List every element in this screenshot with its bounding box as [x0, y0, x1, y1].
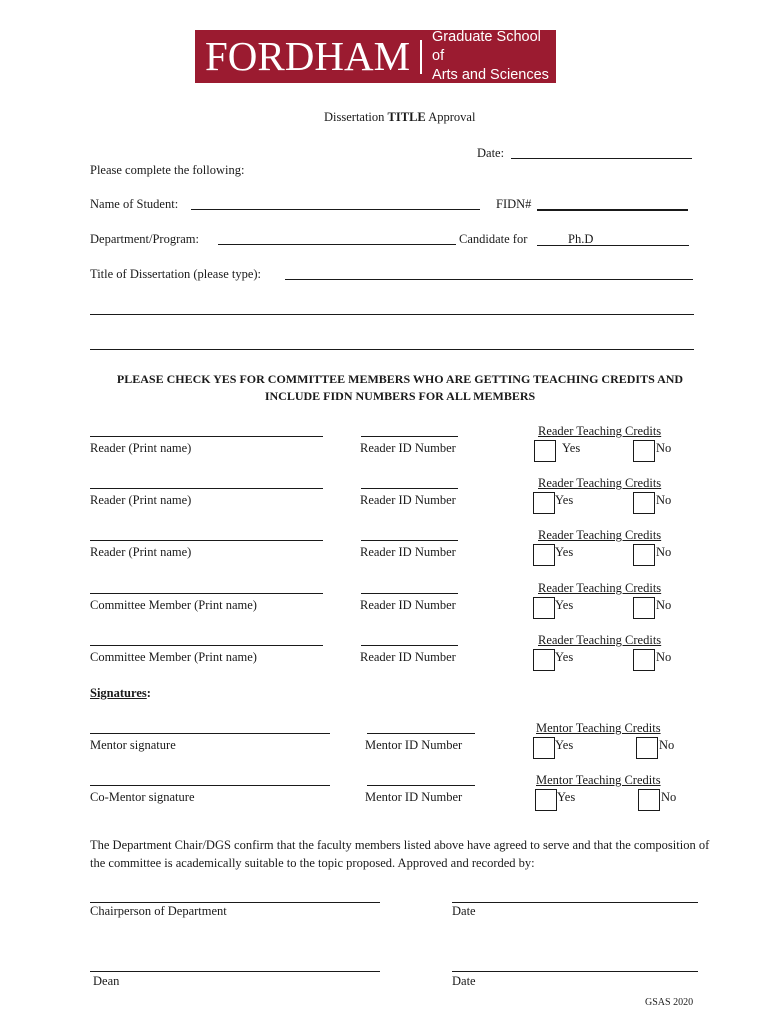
mentor-id-label: Mentor ID Number: [365, 738, 463, 752]
yes-label: Yes: [562, 441, 581, 455]
teaching-credits-yes-checkbox[interactable]: [533, 649, 555, 671]
teaching-credits-yes-checkbox[interactable]: [533, 544, 555, 566]
teaching-credits-yes-checkbox[interactable]: [535, 789, 557, 811]
yes-label: Yes: [555, 545, 574, 559]
yes-label: Yes: [555, 598, 574, 612]
department-field[interactable]: [218, 244, 456, 245]
form-title-bold: TITLE: [387, 110, 426, 124]
instructions-text: Please complete the following:: [90, 163, 245, 177]
mentor-signature-label: Mentor signature: [90, 738, 176, 752]
reader-id-field[interactable]: [361, 488, 458, 489]
reader-id-label: Reader ID Number: [360, 493, 456, 507]
reader-name-label: Reader (Print name): [90, 493, 192, 507]
committee-member-name-label: Committee Member (Print name): [90, 598, 257, 612]
committee-heading: [0, 371, 770, 405]
reader-teaching-credits-label: Reader Teaching Credits: [538, 581, 662, 595]
student-name-label: Name of Student:: [90, 197, 179, 211]
no-label: No: [661, 790, 677, 804]
reader-name-field[interactable]: [90, 436, 323, 437]
form-title: [324, 110, 475, 125]
logo-school-name: [432, 28, 556, 85]
teaching-credits-no-checkbox[interactable]: [636, 737, 658, 759]
no-label: No: [656, 598, 672, 612]
dean-date-label: Date: [452, 974, 476, 988]
reader-id-label: Reader ID Number: [360, 545, 456, 559]
teaching-credits-no-checkbox[interactable]: [633, 440, 655, 462]
dissertation-title-field-2[interactable]: [90, 314, 694, 315]
logo-wordmark: FORDHAM: [205, 33, 411, 79]
candidate-label: Candidate for: [459, 232, 528, 246]
committee-member-id-field[interactable]: [361, 645, 458, 646]
logo-school-line2: Arts and Sciences: [432, 67, 549, 83]
no-label: No: [656, 650, 672, 664]
committee-member-name-label: Committee Member (Print name): [90, 650, 257, 664]
teaching-credits-yes-checkbox[interactable]: [533, 597, 555, 619]
yes-label: Yes: [557, 790, 576, 804]
teaching-credits-no-checkbox[interactable]: [633, 597, 655, 619]
teaching-credits-no-checkbox[interactable]: [633, 492, 655, 514]
date-field[interactable]: [511, 158, 692, 159]
student-name-field[interactable]: [191, 209, 480, 210]
yes-label: Yes: [555, 738, 574, 752]
reader-name-label: Reader (Print name): [90, 441, 192, 455]
signatures-heading: [90, 686, 151, 701]
committee-member-id-field[interactable]: [361, 593, 458, 594]
chair-date-label: Date: [452, 904, 476, 918]
co-mentor-id-field[interactable]: [367, 785, 475, 786]
no-label: No: [656, 545, 672, 559]
co-mentor-id-label: Mentor ID Number: [365, 790, 463, 804]
dean-label: Dean: [93, 974, 120, 988]
dissertation-title-label: Title of Dissertation (please type):: [90, 267, 262, 281]
committee-member-id-label: Reader ID Number: [360, 598, 456, 612]
co-mentor-signature-label: Co-Mentor signature: [90, 790, 195, 804]
reader-id-field[interactable]: [361, 540, 458, 541]
committee-member-id-label: Reader ID Number: [360, 650, 456, 664]
reader-teaching-credits-label: Reader Teaching Credits: [538, 424, 662, 438]
co-mentor-signature-field[interactable]: [90, 785, 330, 786]
logo-divider: [420, 40, 422, 74]
committee-member-name-field[interactable]: [90, 645, 323, 646]
teaching-credits-yes-checkbox[interactable]: [533, 737, 555, 759]
form-title-prefix: Dissertation: [324, 110, 388, 124]
teaching-credits-no-checkbox[interactable]: [633, 544, 655, 566]
fordham-logo: [195, 30, 556, 83]
signatures-heading-colon: :: [146, 686, 151, 700]
chair-signature-field[interactable]: [90, 902, 380, 903]
logo-school-line1: Graduate School of: [432, 29, 541, 64]
form-code: GSAS 2020: [645, 997, 694, 1008]
dean-signature-field[interactable]: [90, 971, 380, 972]
candidate-field[interactable]: [537, 245, 689, 246]
mentor-signature-field[interactable]: [90, 733, 330, 734]
mentor-teaching-credits-label: Mentor Teaching Credits: [536, 721, 661, 735]
fidn-label: FIDN#: [496, 197, 532, 211]
mentor-id-field[interactable]: [367, 733, 475, 734]
no-label: No: [656, 441, 672, 455]
candidate-value: Ph.D: [568, 232, 594, 246]
signatures-heading-text: Signatures: [90, 686, 147, 700]
form-title-suffix: Approval: [425, 110, 476, 124]
reader-name-field[interactable]: [90, 488, 323, 489]
committee-member-name-field[interactable]: [90, 593, 323, 594]
committee-heading-line2: INCLUDE FIDN NUMBERS FOR ALL MEMBERS: [264, 389, 536, 403]
yes-label: Yes: [555, 493, 574, 507]
teaching-credits-no-checkbox[interactable]: [638, 789, 660, 811]
dean-date-field[interactable]: [452, 971, 698, 972]
mentor-teaching-credits-label: Mentor Teaching Credits: [536, 773, 661, 787]
reader-teaching-credits-label: Reader Teaching Credits: [538, 528, 662, 542]
reader-id-field[interactable]: [361, 436, 458, 437]
dissertation-title-field-3[interactable]: [90, 349, 694, 350]
teaching-credits-yes-checkbox[interactable]: [533, 492, 555, 514]
reader-name-label: Reader (Print name): [90, 545, 192, 559]
yes-label: Yes: [555, 650, 574, 664]
reader-name-field[interactable]: [90, 540, 323, 541]
committee-heading-line1: PLEASE CHECK YES FOR COMMITTEE MEMBERS WHO ARE GETTING TEACHING CREDITS AND: [116, 372, 684, 386]
teaching-credits-no-checkbox[interactable]: [633, 649, 655, 671]
no-label: No: [659, 738, 675, 752]
chair-label: Chairperson of Department: [90, 904, 227, 918]
reader-teaching-credits-label: Reader Teaching Credits: [538, 476, 662, 490]
teaching-credits-yes-checkbox[interactable]: [534, 440, 556, 462]
reader-teaching-credits-label: Reader Teaching Credits: [538, 633, 662, 647]
department-label: Department/Program:: [90, 232, 199, 246]
fidn-field[interactable]: [537, 209, 688, 211]
no-label: No: [656, 493, 672, 507]
date-label: Date:: [477, 146, 505, 160]
approval-statement: The Department Chair/DGS confirm that the faculty members listed above have agreed to serve and that the composition of the committee is academically suitable to the topic proposed. Approved and recorded by:: [90, 838, 710, 870]
dissertation-title-field-1[interactable]: [285, 279, 693, 280]
chair-date-field[interactable]: [452, 902, 698, 903]
reader-id-label: Reader ID Number: [360, 441, 456, 455]
